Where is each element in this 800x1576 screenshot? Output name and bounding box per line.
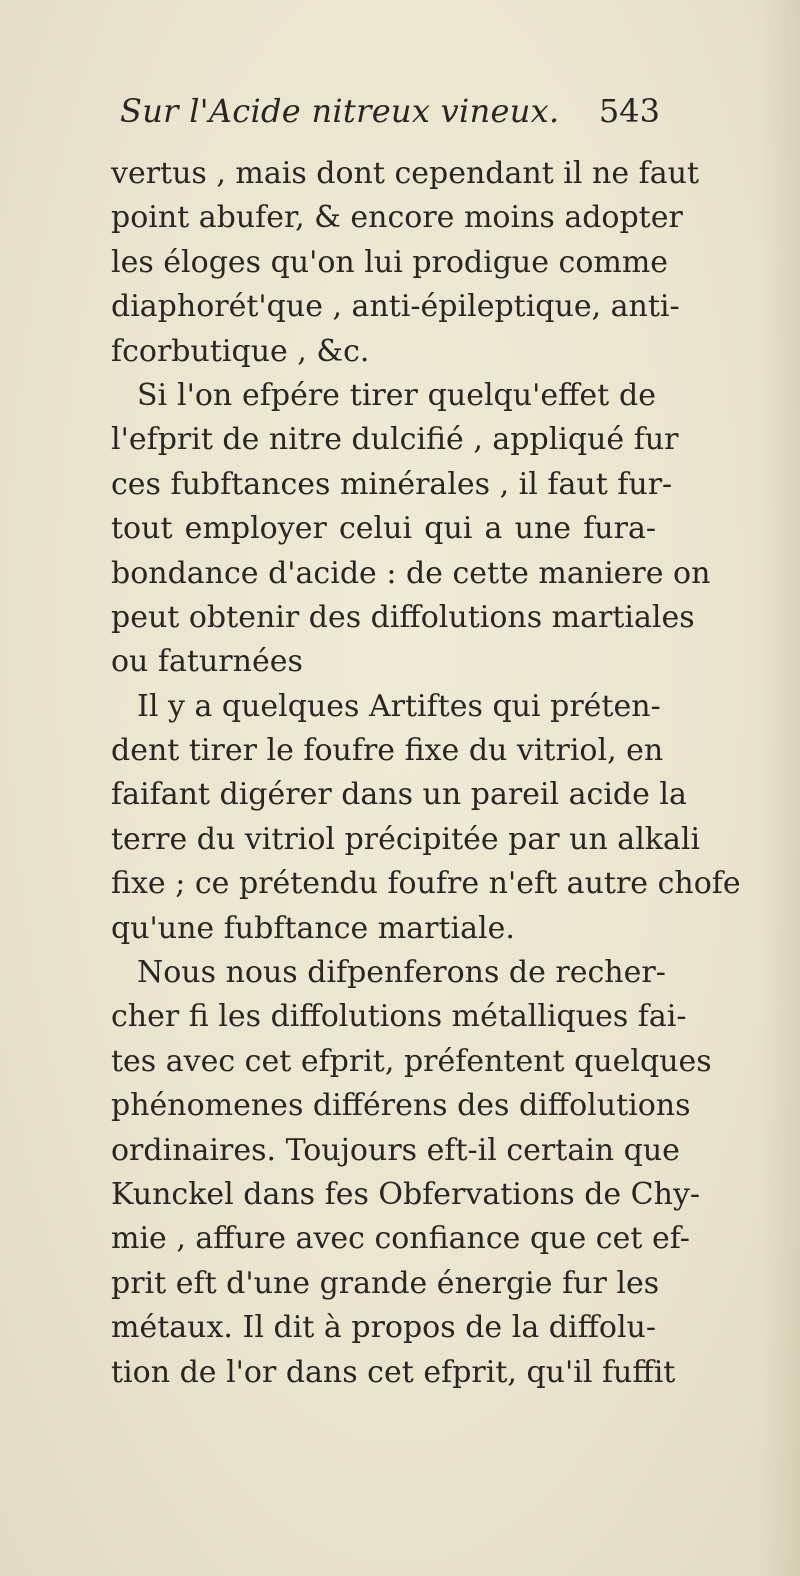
text-line: tout employer celui qui a une fura- bbox=[111, 511, 656, 547]
text-line: ces fubftances minérales , il faut fur- bbox=[111, 466, 673, 502]
text-line: fcorbutique , &c. bbox=[111, 333, 370, 369]
text-line: tion de l'or dans cet efprit, qu'il fuffit bbox=[111, 1354, 676, 1390]
text-line: fixe ; ce prétendu foufre n'eft autre chofe bbox=[111, 866, 741, 902]
text-line: l'efprit de nitre dulcifié , appliqué fur bbox=[111, 422, 679, 458]
text-line: phénomenes différens des diffolutions bbox=[111, 1088, 691, 1124]
text-line: les éloges qu'on lui prodigue comme bbox=[111, 244, 669, 280]
text-line: faifant digérer dans un pareil acide la bbox=[111, 777, 687, 813]
text-line: ordinaires. Toujours eft-il certain que bbox=[111, 1132, 680, 1168]
running-head: Sur l'Acide nitreux vineux. bbox=[120, 92, 560, 130]
text-line: Kunckel dans fes Obfervations de Chy- bbox=[111, 1176, 701, 1212]
page-edge-shadow bbox=[760, 0, 800, 1576]
text-line: bondance d'acide : de cette maniere on bbox=[111, 555, 711, 591]
text-line: ou faturnées bbox=[111, 644, 303, 680]
text-line: dent tirer le foufre fixe du vitriol, en bbox=[111, 733, 664, 769]
text-line: diaphorét'que , anti-épileptique, anti- bbox=[111, 289, 680, 325]
text-line: mie , affure avec confiance que cet ef- bbox=[111, 1221, 690, 1257]
text-line: cher fi les diffolutions métalliques fai- bbox=[111, 999, 687, 1035]
text-line: tes avec cet efprit, préfentent quelques bbox=[111, 1043, 712, 1079]
paragraph-start-line: Il y a quelques Artiftes qui préten- bbox=[137, 688, 661, 724]
text-line: point abufer, & encore moins adopter bbox=[111, 200, 683, 236]
page-number: 543 bbox=[598, 92, 660, 130]
text-line: qu'une fubftance martiale. bbox=[111, 910, 515, 946]
text-line: terre du vitriol précipitée par un alkali bbox=[111, 821, 701, 857]
text-line: vertus , mais dont cependant il ne faut bbox=[111, 156, 700, 191]
text-line: peut obtenir des diffolutions martiales bbox=[111, 599, 695, 635]
text-line: métaux. Il dit à propos de la diffolu- bbox=[111, 1310, 656, 1346]
paragraph-start-line: Nous nous difpenferons de recher- bbox=[137, 955, 666, 991]
body-text bbox=[111, 152, 741, 1395]
text-line: prit eft d'une grande énergie fur les bbox=[111, 1265, 660, 1301]
paragraph-start-line: Si l'on efpére tirer quelqu'effet de bbox=[137, 377, 656, 413]
page-header bbox=[120, 92, 660, 142]
